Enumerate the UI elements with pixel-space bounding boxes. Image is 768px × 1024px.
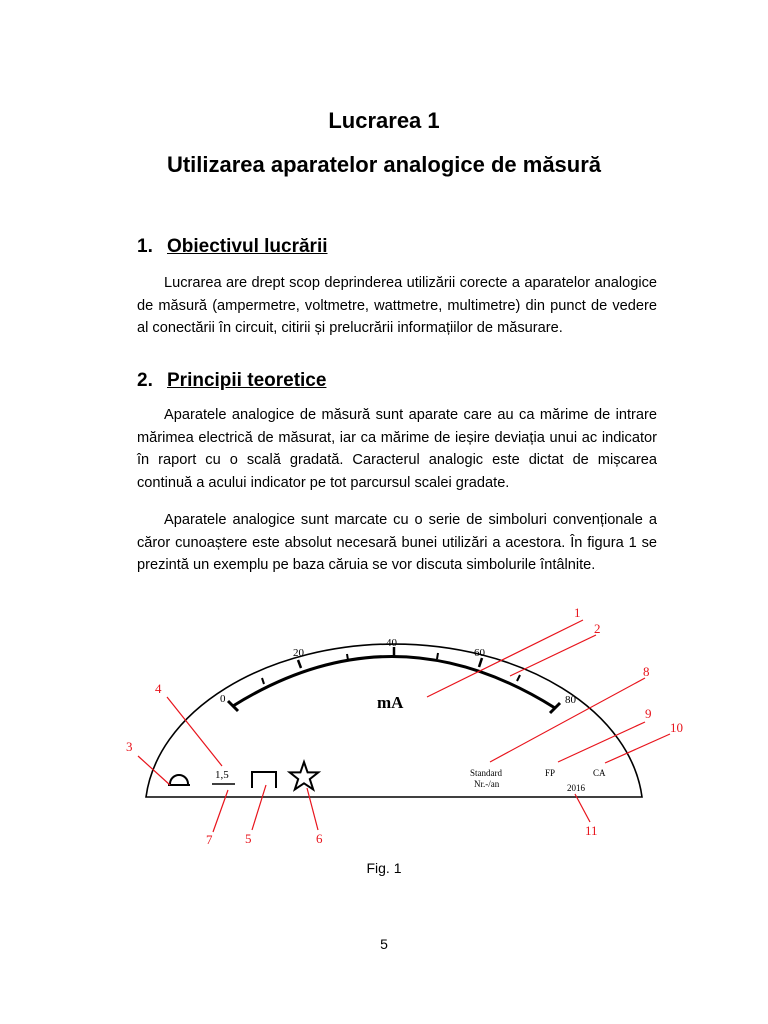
meter-figure (0, 600, 768, 860)
section-1-paragraph: Lucrarea are drept scop deprinderea utilizării corecte a aparatelor analogice de măsură (ampermetre, voltmetre, wattmetre, multimetre) din punct de vedere al conectării în circuit, citirii și prelucrării informațiilor de măsurare. (137, 275, 657, 336)
callout-8: 8 (643, 664, 650, 679)
section-1-heading (137, 236, 328, 258)
callout-10: 10 (670, 720, 683, 735)
callout-line-6 (307, 788, 318, 830)
horizontal-position-icon (168, 775, 190, 785)
callout-line-2 (510, 635, 596, 676)
callout-line-11 (575, 794, 590, 822)
callout-line-10 (605, 734, 670, 763)
callout-1: 1 (574, 605, 581, 620)
minor-tick (517, 675, 520, 681)
scale-label-60: 60 (474, 647, 485, 659)
fp-label: FP (545, 768, 556, 778)
callout-line-3 (138, 756, 170, 785)
callout-11: 11 (585, 823, 598, 838)
figure-caption: Fig. 1 (366, 860, 402, 876)
unit-label: mA (377, 693, 404, 712)
callout-7: 7 (206, 832, 213, 847)
section-1-number: 1. (137, 236, 153, 257)
section-2-heading (137, 370, 326, 392)
callout-line-1 (427, 620, 583, 697)
document-subtitle: Utilizarea aparatelor analogice de măsură (166, 152, 602, 177)
minor-tick (262, 678, 264, 684)
callout-5: 5 (245, 831, 252, 846)
callout-line-5 (252, 785, 266, 830)
major-tick (298, 660, 301, 668)
insulation-test-star-icon (290, 762, 319, 789)
section-2-paragraph-1: Aparatele analogice de măsură sunt aparate care au ca mărime de intrare mărimea electrică de măsurat, iar ca mărime de ieșire deviația unui ac indicator în raport cu o scală gradată. Caracterul analogic este dictat de mișcarea continuă a acului indicator pe tot parcursul scalei gradate. (137, 407, 657, 491)
major-tick (479, 658, 482, 667)
moving-coil-icon (252, 772, 276, 788)
callout-4: 4 (155, 681, 162, 696)
ca-label: CA (593, 768, 606, 778)
callout-line-9 (558, 722, 645, 762)
callout-6: 6 (316, 831, 323, 846)
section-1-title: Obiectivul lucrării (167, 236, 328, 257)
accuracy-class: 1,5 (215, 769, 229, 781)
scale-label-80: 80 (565, 694, 576, 706)
section-2-number: 2. (137, 370, 153, 391)
scale-label-20: 20 (293, 647, 304, 659)
document-title: Lucrarea 1 (328, 108, 440, 133)
standard-label: Standard (470, 768, 502, 778)
year-label: 2016 (567, 783, 585, 793)
minor-tick (347, 654, 348, 660)
scale-label-40: 40 (386, 637, 397, 649)
section-2-paragraph-2: Aparatele analogice sunt marcate cu o serie de simboluri convenționale a căror cunoaștere este absolut necesară bunei utilizări a acestora. În figura 1 se prezintă un exemplu pe baza căruia se vor discuta simbolurile întâlnite. (137, 512, 657, 573)
minor-tick (437, 653, 438, 659)
callout-9: 9 (645, 706, 652, 721)
page-number: 5 (380, 936, 388, 952)
section-2-title: Principii teoretice (167, 370, 327, 391)
scale-label-0: 0 (220, 693, 226, 705)
callout-3: 3 (126, 739, 133, 754)
callout-2: 2 (594, 621, 601, 636)
standard-number-label: Nr.-/an (474, 779, 500, 789)
